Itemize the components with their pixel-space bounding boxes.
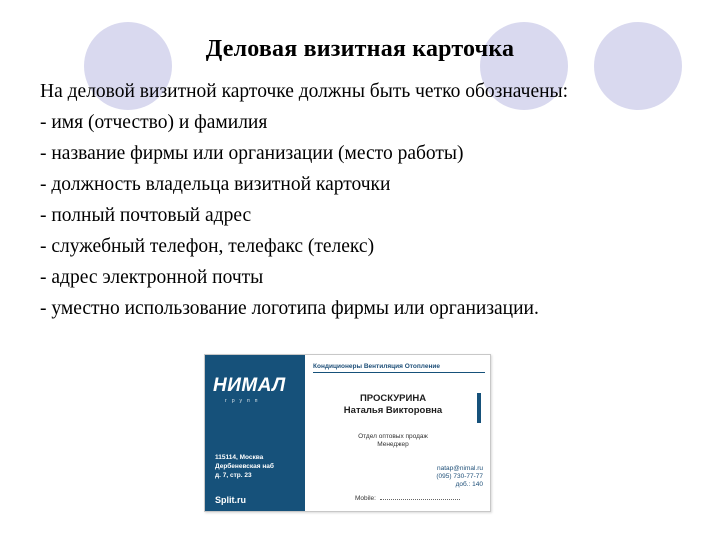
list-item: - уместно использование логотипа фирмы или организации. (40, 298, 539, 319)
company-logo-subtitle: групп (225, 398, 263, 404)
address-line: 115114, Москва (215, 454, 264, 461)
slide-title: Деловая визитная карточка (205, 36, 515, 62)
address-line: д. 7, стр. 23 (215, 472, 252, 479)
card-phone: (095) 730-77-77 (436, 473, 483, 480)
list-item: - адрес электронной почты (40, 267, 264, 288)
slide-body (40, 76, 700, 324)
card-mobile-label: Mobile: (355, 495, 376, 502)
card-surname: ПРОСКУРИНА (359, 393, 427, 404)
card-address (215, 453, 303, 480)
card-department: Отдел оптовых продаж (358, 433, 428, 440)
card-accent-bar (477, 393, 481, 423)
card-position (313, 433, 473, 449)
list-item: - служебный телефон, телефакс (телекс) (40, 236, 375, 257)
split-logo: Split.ru (215, 495, 246, 505)
card-contacts (355, 465, 483, 489)
card-role: Менеджер (377, 441, 409, 448)
list-item: - название фирмы или организации (место работы) (40, 143, 464, 164)
list-item: - должность владельца визитной карточки (40, 174, 391, 195)
card-mobile (355, 495, 485, 502)
card-ext: доб.: 140 (455, 481, 483, 488)
card-mobile-line (380, 499, 460, 500)
address-line: Дербеневская наб (215, 463, 274, 470)
card-email: natap@nimal.ru (437, 465, 483, 472)
card-tagline: Кондиционеры Вентиляция Отопление (313, 363, 485, 373)
card-left-panel (205, 355, 305, 511)
list-item: - полный почтовый адрес (40, 205, 252, 226)
list-item: - имя (отчество) и фамилия (40, 112, 268, 133)
card-name (313, 393, 473, 417)
company-logo: НИМАЛ (213, 375, 286, 396)
business-card-image (204, 354, 491, 512)
card-fullname: Наталья Викторовна (343, 405, 443, 416)
intro-text: На деловой визитной карточке должны быть четко обозначены: (40, 81, 569, 102)
